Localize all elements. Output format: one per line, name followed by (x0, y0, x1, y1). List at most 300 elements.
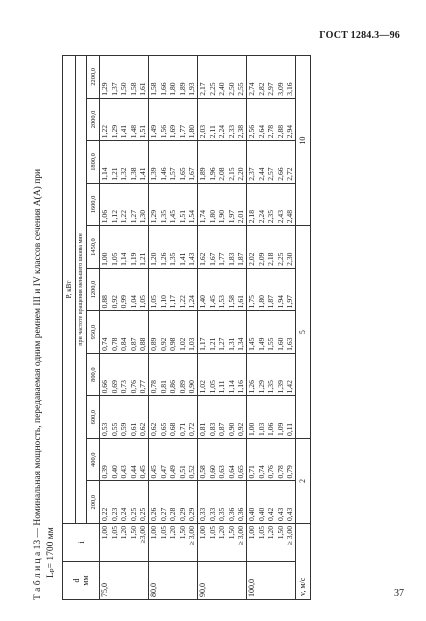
power-value: 0,71 (246, 465, 256, 479)
diameter-cell: 100,0 (246, 562, 295, 600)
power-value: 0,69 (109, 380, 119, 394)
power-value: 1,54 (187, 209, 197, 224)
power-value: 2,40 (217, 82, 227, 96)
power-value: 1,43 (187, 252, 197, 266)
power-value: 1,29 (109, 124, 119, 139)
ratio-value: ≥ 3,00 (285, 526, 295, 546)
power-value: 1,12 (109, 209, 119, 224)
power-value: 1,89 (177, 82, 187, 96)
power-value: 0,40 (256, 507, 266, 521)
ratio-value: 1,20 (168, 526, 178, 540)
power-value: 0,61 (128, 422, 138, 436)
power-value: 2,25 (275, 252, 285, 266)
power-value: 1,38 (128, 167, 138, 181)
power-value: 1,40 (197, 295, 207, 309)
ratio-value: 1,05 (109, 526, 119, 540)
power-cell (246, 481, 295, 524)
velocity-row (295, 56, 310, 600)
power-cell (246, 183, 295, 226)
power-value: 3,09 (275, 82, 285, 96)
power-value: 1,65 (177, 167, 187, 181)
power-value: 1,57 (168, 167, 178, 181)
power-value: 1,93 (187, 82, 197, 96)
ratio-value: 1,50 (226, 526, 236, 540)
power-value: 1,45 (246, 337, 256, 351)
power-value: 1,02 (197, 380, 207, 394)
ratio-value: 1,50 (128, 526, 138, 540)
ratio-value: 1,05 (207, 526, 217, 540)
power-value: 0,59 (119, 422, 129, 436)
power-cell (246, 396, 295, 439)
power-cell (197, 481, 246, 524)
velocity-mark: 5 (295, 226, 310, 439)
power-value: 0,76 (128, 380, 138, 394)
power-cell (100, 396, 149, 439)
power-value: 2,74 (246, 82, 256, 96)
power-value: 1,42 (285, 380, 295, 394)
power-value: 0,58 (197, 465, 207, 479)
power-value: 1,96 (207, 167, 217, 181)
ratio-value: 1,50 (177, 526, 187, 540)
rpm-header: 200,0 (87, 481, 100, 524)
power-value: 1,27 (128, 209, 138, 224)
power-value: 0,92 (236, 422, 246, 436)
ratio-value: ≥3,00 (138, 526, 148, 544)
power-value: 0,66 (100, 380, 109, 394)
power-value: 2,15 (226, 167, 236, 181)
power-cell (148, 268, 197, 311)
table-row (148, 56, 197, 600)
power-value: 1,56 (158, 124, 168, 139)
power-value: 1,17 (168, 295, 178, 309)
power-cell (197, 98, 246, 141)
power-value: 1,80 (207, 209, 217, 224)
power-value: 0,35 (217, 507, 227, 521)
col-header-d: d мм (63, 562, 100, 600)
table-caption (32, 55, 58, 600)
power-value: 0,25 (138, 507, 148, 521)
power-value: 1,22 (119, 209, 129, 224)
power-value: 1,87 (236, 252, 246, 266)
power-value: 2,33 (226, 124, 236, 139)
power-value: 1,32 (119, 167, 129, 181)
power-value: 1,09 (275, 422, 285, 436)
power-value: 1,20 (148, 252, 158, 266)
power-value: 1,58 (148, 82, 158, 96)
power-value: 0,25 (128, 507, 138, 521)
power-value: 1,80 (187, 124, 197, 139)
power-value: 0,45 (148, 465, 158, 479)
power-value: 1,69 (168, 124, 178, 139)
power-value: 0,23 (109, 507, 119, 521)
power-value: 0,43 (275, 507, 285, 521)
power-value: 1,41 (177, 252, 187, 266)
power-value: 0,63 (217, 465, 227, 479)
power-value: 1,80 (256, 295, 266, 309)
table-row (246, 56, 295, 600)
ratio-value: 1,00 (246, 526, 256, 540)
power-value: 1,05 (148, 295, 158, 309)
ratio-value: 1,00 (197, 526, 207, 540)
power-value: 0,92 (158, 337, 168, 351)
ratio-value: ≥ 3,00 (236, 526, 246, 546)
power-value: 1,11 (217, 380, 227, 394)
power-value: 2,94 (285, 124, 295, 139)
power-value: 0,87 (128, 337, 138, 351)
power-cell (197, 311, 246, 354)
power-cell (148, 183, 197, 226)
power-value: 1,39 (148, 167, 158, 181)
power-value: 1,30 (138, 209, 148, 224)
power-value: 0,81 (197, 422, 207, 436)
power-cell (100, 141, 149, 184)
ratio-value: 1,05 (158, 526, 168, 540)
rpm-header: 2000,0 (87, 98, 100, 141)
power-cell (246, 311, 295, 354)
power-value: 2,20 (236, 167, 246, 181)
power-value: 2,43 (275, 209, 285, 224)
caption-line-1: Т а б л и ц а 13 — Номинальная мощность, передаваемая одним ремнем III и IV классов сечения А(А) при (33, 168, 43, 600)
power-value: 0,51 (177, 465, 187, 479)
power-value: 0,74 (256, 465, 266, 479)
power-value: 1,14 (119, 252, 129, 266)
ratio-value: 1,20 (119, 526, 129, 540)
power-value: 1,77 (177, 124, 187, 139)
power-value: 1,00 (246, 422, 256, 436)
power-value: 2,24 (256, 209, 266, 224)
power-value: 1,26 (158, 252, 168, 266)
power-value: 1,03 (256, 422, 266, 436)
power-value: 0,33 (197, 507, 207, 521)
power-value: 1,45 (207, 295, 217, 309)
power-value: 0,90 (226, 422, 236, 436)
power-value: 0,43 (119, 465, 129, 479)
col-header-rpm-caption: при частоте вращения меньшего шкива мин (76, 56, 87, 524)
rpm-header: 800,0 (87, 353, 100, 396)
power-cell (246, 56, 295, 99)
power-value: 1,67 (187, 167, 197, 181)
rpm-header: 1600,0 (87, 183, 100, 226)
power-value: 2,01 (236, 209, 246, 224)
power-cell (197, 268, 246, 311)
power-value: 2,35 (266, 209, 276, 224)
power-value: 1,80 (168, 82, 178, 96)
power-value: 0,62 (138, 422, 148, 436)
power-value: 0,55 (109, 422, 119, 436)
power-value: 0,71 (177, 422, 187, 436)
power-cell (197, 141, 246, 184)
power-value: 1,90 (217, 209, 227, 224)
power-value: 0,26 (148, 507, 158, 521)
power-value: 1,31 (226, 337, 236, 351)
power-cell (100, 268, 149, 311)
power-value: 1,35 (158, 209, 168, 224)
ratio-value: 1,20 (266, 526, 276, 540)
power-value: 0,79 (285, 465, 295, 479)
power-cell (246, 268, 295, 311)
power-value: 0,78 (109, 337, 119, 351)
power-cell (148, 226, 197, 269)
velocity-mark: 10 (295, 56, 310, 226)
power-cell (100, 183, 149, 226)
power-value: 1,00 (100, 252, 109, 266)
power-value: 2,78 (266, 124, 276, 139)
ratio-value: 1,00 (148, 526, 158, 540)
power-value: 1,87 (266, 295, 276, 309)
power-value: 0,87 (217, 422, 227, 436)
power-cell (148, 396, 197, 439)
power-value: 2,97 (266, 82, 276, 96)
power-value: 0,89 (177, 380, 187, 394)
power-value: 0,22 (100, 507, 109, 521)
ratio-cell (148, 524, 197, 562)
power-value: 1,46 (158, 167, 168, 181)
power-value: 0,47 (158, 465, 168, 479)
power-value: 0,77 (138, 380, 148, 394)
power-value: 0,53 (100, 422, 109, 436)
power-value: 1,77 (217, 252, 227, 266)
power-value: 1,35 (168, 252, 178, 266)
power-value: 0,29 (187, 507, 197, 521)
power-value: 0,90 (187, 380, 197, 394)
power-value: 1,97 (226, 209, 236, 224)
power-value: 1,14 (100, 167, 109, 181)
power-value: 2,48 (285, 209, 295, 224)
power-value: 2,17 (197, 82, 207, 96)
power-value: 2,82 (256, 82, 266, 96)
power-value: 1,19 (128, 252, 138, 266)
caption-line-2: Lₚ= 1700 мм (46, 527, 56, 578)
power-value: 1,29 (100, 82, 109, 96)
power-value: 1,63 (285, 337, 295, 351)
rpm-header: 1450,0 (87, 226, 100, 269)
power-value: 1,94 (275, 295, 285, 309)
power-value: 0,62 (148, 422, 158, 436)
power-cell (246, 141, 295, 184)
power-value: 2,50 (226, 82, 236, 96)
power-value: 0,40 (246, 507, 256, 521)
power-value: 0,72 (187, 422, 197, 436)
power-value: 1,62 (197, 252, 207, 266)
power-cell (197, 183, 246, 226)
velocity-label: v, м/с (295, 524, 310, 600)
power-value: 2,56 (246, 124, 256, 139)
power-value: 0,24 (119, 507, 129, 521)
power-cell (100, 311, 149, 354)
power-value: 1,48 (128, 124, 138, 139)
power-value: 1,06 (100, 209, 109, 224)
power-value: 1,21 (138, 252, 148, 266)
power-value: 1,61 (236, 295, 246, 309)
power-value: 0,89 (148, 337, 158, 351)
power-value: 0,73 (119, 380, 129, 394)
power-value: 0,88 (100, 295, 109, 309)
power-value: 0,78 (148, 380, 158, 394)
power-value: 1,89 (197, 167, 207, 181)
power-value: 0,44 (128, 465, 138, 479)
power-value: 1,29 (256, 380, 266, 394)
rotated-table-block (32, 55, 417, 600)
power-value: 1,41 (138, 167, 148, 181)
power-cell (246, 353, 295, 396)
power-value: 0,99 (119, 295, 129, 309)
power-value: 1,60 (275, 337, 285, 351)
power-value: 1,22 (100, 124, 109, 139)
power-cell (197, 226, 246, 269)
power-value: 1,03 (187, 337, 197, 351)
power-value: 0,88 (138, 337, 148, 351)
power-value: 0,27 (158, 507, 168, 521)
power-value: 0,39 (100, 465, 109, 479)
power-value: 0,52 (187, 465, 197, 479)
col-header-power: P, кВт (63, 56, 76, 524)
rpm-header: 2200,0 (87, 56, 100, 99)
power-value: 1,53 (217, 295, 227, 309)
power-value: 0,74 (100, 337, 109, 351)
power-value: 0,36 (236, 507, 246, 521)
power-cell (246, 226, 295, 269)
power-value: 2,38 (236, 124, 246, 139)
power-value: 0,68 (168, 422, 178, 436)
ratio-cell (197, 524, 246, 562)
power-value: 1,51 (138, 124, 148, 139)
power-value: 2,66 (275, 167, 285, 181)
power-value: 1,35 (266, 380, 276, 394)
ratio-value: 1,05 (256, 526, 266, 540)
ratio-value: ≥ 3,00 (187, 526, 197, 546)
power-value: 0,60 (207, 465, 217, 479)
power-cell (100, 481, 149, 524)
power-value: 1,55 (266, 337, 276, 351)
power-value: 0,64 (226, 465, 236, 479)
power-value: 1,49 (148, 124, 158, 139)
power-value: 1,45 (168, 209, 178, 224)
power-cell (100, 56, 149, 99)
power-cell (148, 353, 197, 396)
power-cell (148, 141, 197, 184)
power-cell (197, 396, 246, 439)
power-value: 1,67 (207, 252, 217, 266)
power-value: 2,57 (266, 167, 276, 181)
power-value: 1,34 (236, 337, 246, 351)
power-value: 1,02 (177, 337, 187, 351)
ratio-value: 1,20 (217, 526, 227, 540)
rpm-header: 1200,0 (87, 268, 100, 311)
power-value: 1,16 (236, 380, 246, 394)
power-cell (197, 56, 246, 99)
rpm-header: 1800,0 (87, 141, 100, 184)
power-value: 0,92 (109, 295, 119, 309)
power-value: 1,58 (128, 82, 138, 96)
table-row (100, 56, 149, 600)
power-value: 0,65 (236, 465, 246, 479)
power-value: 0,33 (207, 507, 217, 521)
power-cell (148, 481, 197, 524)
power-value: 2,30 (285, 252, 295, 266)
power-value: 1,14 (226, 380, 236, 394)
power-value: 1,39 (275, 380, 285, 394)
power-value: 1,21 (207, 337, 217, 351)
power-value: 1,27 (217, 337, 227, 351)
power-value: 0,43 (285, 507, 295, 521)
table-row (197, 56, 246, 600)
power-cell (246, 98, 295, 141)
power-cell (100, 98, 149, 141)
power-value: 0,76 (266, 465, 276, 479)
rpm-header: 600,0 (87, 396, 100, 439)
power-value: 1,58 (226, 295, 236, 309)
power-value: 1,04 (128, 295, 138, 309)
power-value: 0,84 (119, 337, 129, 351)
power-value: 1,05 (207, 380, 217, 394)
power-value: 1,74 (197, 209, 207, 224)
power-value: 1,51 (177, 209, 187, 224)
power-value: 1,37 (109, 82, 119, 96)
power-value: 1,49 (256, 337, 266, 351)
power-value: 1,41 (119, 124, 129, 139)
power-value: 2,18 (246, 209, 256, 224)
power-cell (148, 438, 197, 481)
power-cell (100, 226, 149, 269)
power-value: 1,29 (148, 209, 158, 224)
diameter-cell: 80,0 (148, 562, 197, 600)
power-value: 1,17 (197, 337, 207, 351)
rpm-header: 400,0 (87, 438, 100, 481)
power-cell (100, 438, 149, 481)
power-value: 0,29 (177, 507, 187, 521)
col-header-u: i (63, 524, 100, 562)
power-value: 2,72 (285, 167, 295, 181)
power-cell (197, 438, 246, 481)
power-value: 1,10 (158, 295, 168, 309)
power-value: 1,50 (119, 82, 129, 96)
power-value: 1,66 (158, 82, 168, 96)
power-cell (148, 98, 197, 141)
ratio-value: 1,50 (275, 526, 285, 540)
power-value: 2,64 (256, 124, 266, 139)
power-cell (197, 353, 246, 396)
power-value: 0,42 (266, 507, 276, 521)
power-value: 0,49 (168, 465, 178, 479)
power-value: 0,28 (168, 507, 178, 521)
power-value: 2,37 (246, 167, 256, 181)
power-value: 2,09 (256, 252, 266, 266)
power-value: 0,98 (168, 337, 178, 351)
power-value: 1,24 (187, 295, 197, 309)
page-number: 37 (394, 588, 404, 599)
diameter-cell: 75,0 (100, 562, 149, 600)
power-value: 1,75 (246, 295, 256, 309)
power-value: 2,08 (217, 167, 227, 181)
ratio-value: 1,00 (100, 526, 109, 540)
power-value: 0,45 (138, 465, 148, 479)
power-value: 1,05 (138, 295, 148, 309)
power-value: 0,11 (285, 422, 295, 436)
ratio-cell (246, 524, 295, 562)
power-value: 1,22 (177, 295, 187, 309)
power-value: 2,02 (246, 252, 256, 266)
power-value: 2,11 (207, 125, 217, 139)
power-value: 1,97 (285, 295, 295, 309)
power-value: 1,06 (266, 422, 276, 436)
power-value: 0,65 (158, 422, 168, 436)
power-value: 2,88 (275, 124, 285, 139)
power-cell (148, 311, 197, 354)
power-value: 2,18 (266, 252, 276, 266)
velocity-mark: 2 (295, 438, 310, 523)
power-value: 0,86 (168, 380, 178, 394)
power-cell (100, 353, 149, 396)
